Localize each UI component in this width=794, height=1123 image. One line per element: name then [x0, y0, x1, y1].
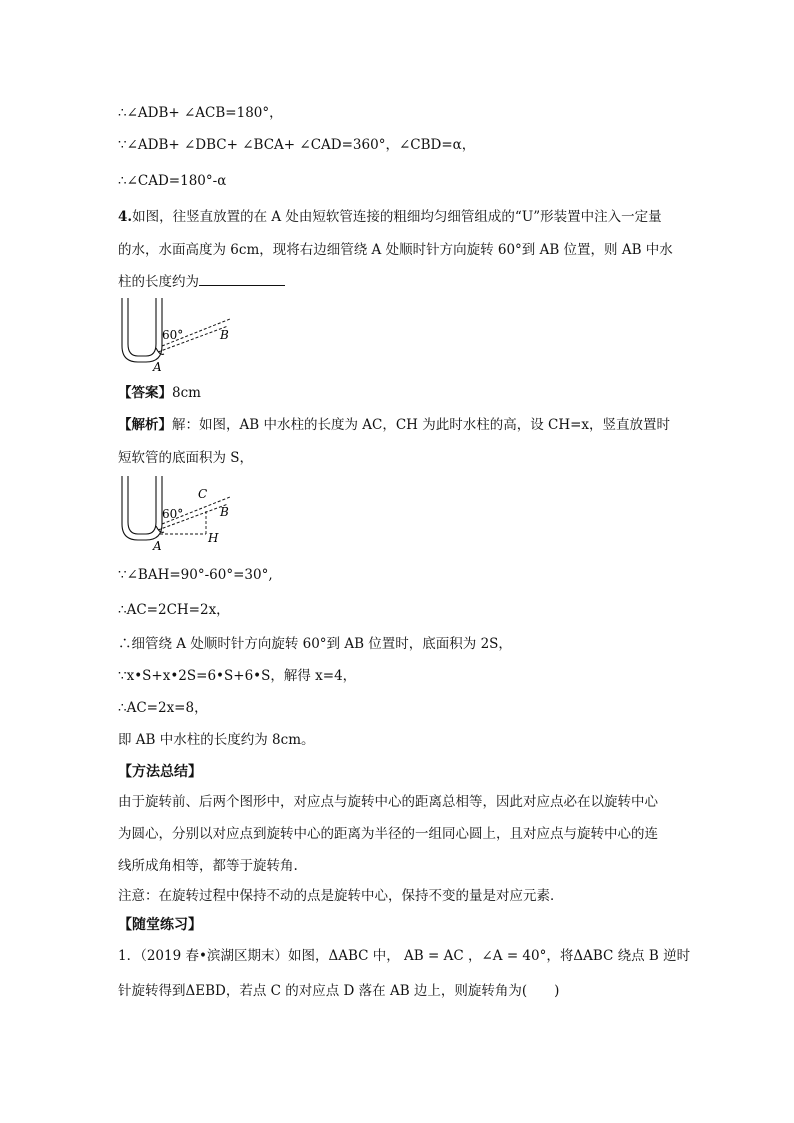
- line-l1: ∴∠ADB+ ∠ACB=180°，: [118, 105, 283, 121]
- method-line-1: 由于旋转前、后两个图形中，对应点与旋转中心的距离总相等，因此对应点必在以旋转中心: [118, 794, 658, 810]
- question-4-line-1: 4.如图，往竖直放置的在 A 处由短软管连接的粗细均匀细管组成的“U”形装置中注入一定量: [118, 209, 662, 225]
- practice-heading: 【随堂练习】: [118, 917, 202, 933]
- u-tube-figure-2: [118, 474, 240, 552]
- point-b-label: B: [220, 328, 229, 342]
- point-a-label: A: [153, 360, 162, 372]
- angle-label: 60°: [162, 328, 184, 342]
- question-4-line-2: 的水，水面高度为 6cm，现将右边细管绕 A 处顺时针方向旋转 60°到 AB 位置，则 AB 中水: [118, 242, 673, 258]
- solution-step-6: 即 AB 中水柱的长度约为 8cm。: [118, 732, 315, 748]
- answer-line: [118, 384, 201, 402]
- analysis-line-1: 【解析】解：如图，AB 中水柱的长度为 AC，CH 为此时水柱的高，设 CH=x，竖直放置时: [118, 417, 671, 433]
- answer-blank: [199, 273, 285, 286]
- point-b-label: B: [220, 505, 229, 519]
- method-note: 注意：在旋转过程中保持不动的点是旋转中心，保持不变的量是对应元素．: [118, 888, 564, 904]
- point-h-label: H: [208, 531, 219, 545]
- point-a-label: A: [153, 539, 162, 552]
- u-tube-figure-1: [118, 296, 238, 372]
- analysis-label: 【解析】: [118, 417, 172, 433]
- solution-step-2: ∴AC=2CH=2x，: [118, 602, 230, 618]
- point-c-label: C: [198, 487, 208, 501]
- line-l2: ∵∠ADB+ ∠DBC+ ∠BCA+ ∠CAD=360°，∠CBD=α，: [118, 137, 476, 153]
- answer-label: 【答案】: [118, 385, 172, 401]
- solution-step-5: ∴AC=2x=8，: [118, 700, 208, 716]
- answer-value: 8cm: [172, 385, 201, 401]
- question-number: 4.: [118, 209, 133, 225]
- method-line-3: 线所成角相等，都等于旋转角.: [118, 858, 298, 874]
- analysis-line-2: 短软管的底面积为 S，: [118, 450, 254, 466]
- solution-step-4: ∵x•S+x•2S=6•S+6•S，解得 x=4，: [118, 668, 357, 684]
- solution-step-1: ∵∠BAH=90°-60°=30°,: [118, 567, 273, 583]
- practice-question-1-line-2: 针旋转得到ΔEBD，若点 C 的对应点 D 落在 AB 边上，则旋转角为( ): [118, 983, 560, 999]
- question-4-line-3: 柱的长度约为: [118, 273, 285, 291]
- line-l3: ∴∠CAD=180°-α: [118, 173, 227, 189]
- method-line-2: 为圆心，分别以对应点到旋转中心的距离为半径的一组同心圆上，且对应点与旋转中心的连: [118, 826, 658, 842]
- practice-question-1-line-1: 1．（2019 春•滨湖区期末）如图，ΔABC 中， AB = AC ，∠A = 40°，将ΔABC 绕点 B 逆时: [118, 948, 691, 964]
- method-heading: 【方法总结】: [118, 764, 202, 780]
- angle-label: 60°: [162, 507, 184, 521]
- solution-step-3: ∴细管绕 A 处顺时针方向旋转 60°到 AB 位置时，底面积为 2S，: [118, 636, 512, 652]
